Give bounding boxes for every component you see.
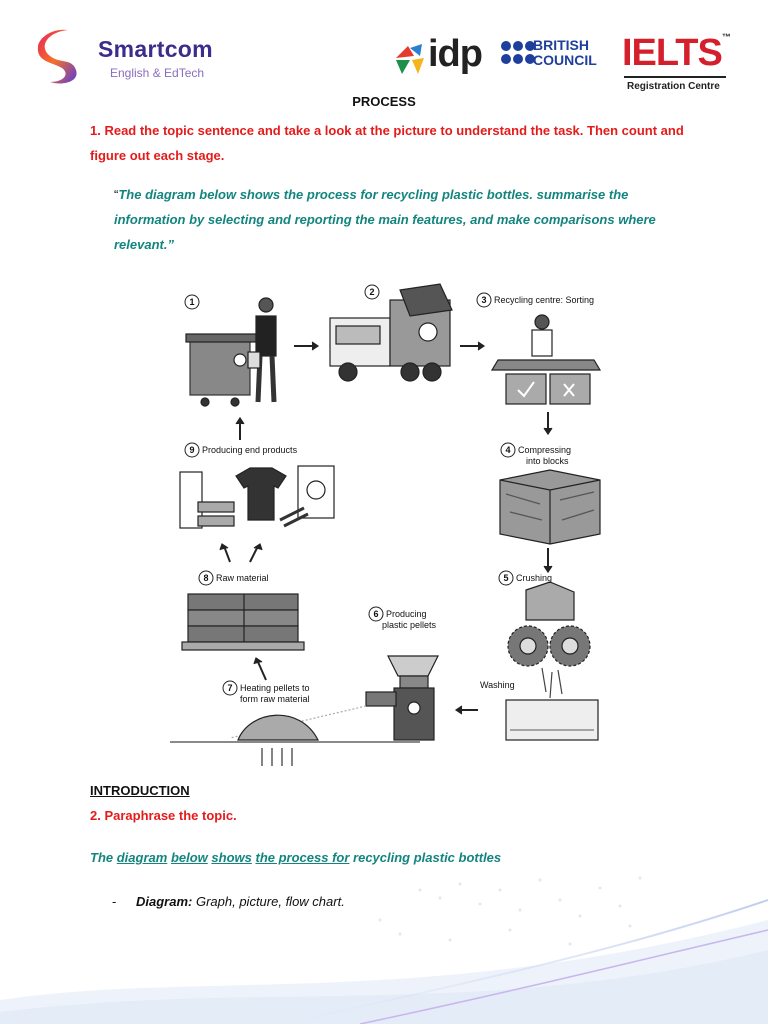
task-instruction: 1. Read the topic sentence and take a look at the picture to understand the task. Then count and figure out each stage. [90,123,684,163]
step-1-number: 1 [189,297,195,307]
recycling-process-diagram [170,280,610,770]
stage-8-pallet-illustration [182,594,304,650]
stage-7-heating-pile-illustration [238,715,318,766]
step-4-label: Compressing [518,445,572,455]
stage-2-truck-illustration [330,284,452,381]
washing-label: Washing [480,680,515,690]
svg-text:4: 4 [505,445,511,455]
step-2-number: 2 [369,287,375,297]
stage-5-crusher-illustration [506,582,598,740]
step-4-label-line2: into blocks [526,456,569,466]
step-7-label-line2: form raw material [240,694,310,704]
topic-sentence [90,850,501,865]
bullet-dash: - [112,894,117,909]
british-council-logo-text [533,38,597,68]
stage-3-sorting-illustration [492,315,600,404]
bullet-definition: Graph, picture, flow chart. [192,894,345,909]
ielts-registration-centre: Registration Centre [627,81,720,92]
prompt-quote-text: The diagram below shows the process for recycling plastic bottles. summarise the information by selecting and reporting the main features, and make comparisons where relevant.” [114,187,656,252]
step-6-label: Producing [386,609,427,619]
topic-rest: recycling plastic bottles [349,850,502,865]
ielts-trademark: ™ [721,32,730,42]
bullet-term: Diagram: [136,894,193,909]
step-8-label: Raw material [216,573,269,583]
idp-logo-text: idp [428,33,482,75]
introduction-heading: INTRODUCTION [90,783,190,798]
stage-9-products-illustration [180,466,334,528]
vocab-bullet [112,894,345,909]
step-6-number: 6 [373,609,379,619]
step-5-number: 5 [503,573,509,583]
smartcom-logo-icon [32,28,90,86]
step-3-label: Recycling centre: Sorting [494,295,595,305]
step-3-number: 3 [481,295,487,305]
ielts-logo-text: IELTS [622,32,722,74]
stage-4-block-illustration [500,470,600,544]
ielts-logo [622,32,730,75]
smartcom-brand-name: Smartcom [98,36,213,62]
prompt-quote [114,182,694,257]
open-quote-mark: “ [114,187,119,202]
topic-phrase-process: the process for [255,850,350,865]
topic-word-diagram: diagram [116,850,168,865]
step-9-label: Producing end products [202,445,298,455]
ielts-divider [624,76,726,78]
smartcom-tagline: English & EdTech [110,66,205,80]
step-8-number: 8 [203,573,209,583]
stage-1-bin-illustration [186,298,276,406]
paraphrase-instruction: 2. Paraphrase the topic. [90,808,237,823]
step-7-number: 7 [227,683,233,693]
step-9-number: 9 [189,445,195,455]
step-7-label: Heating pellets to [240,683,310,693]
step-5-label: Crushing [516,573,553,583]
topic-word-below: below [170,850,208,865]
topic-word: The [90,850,117,865]
page-title: PROCESS [352,94,416,109]
topic-word-shows: shows [211,850,252,865]
british-council-line1: BRITISH [533,37,589,53]
british-council-line2: COUNCIL [533,52,597,68]
step-6-label-line2: plastic pellets [382,620,437,630]
decorative-wave-background [0,860,768,1024]
